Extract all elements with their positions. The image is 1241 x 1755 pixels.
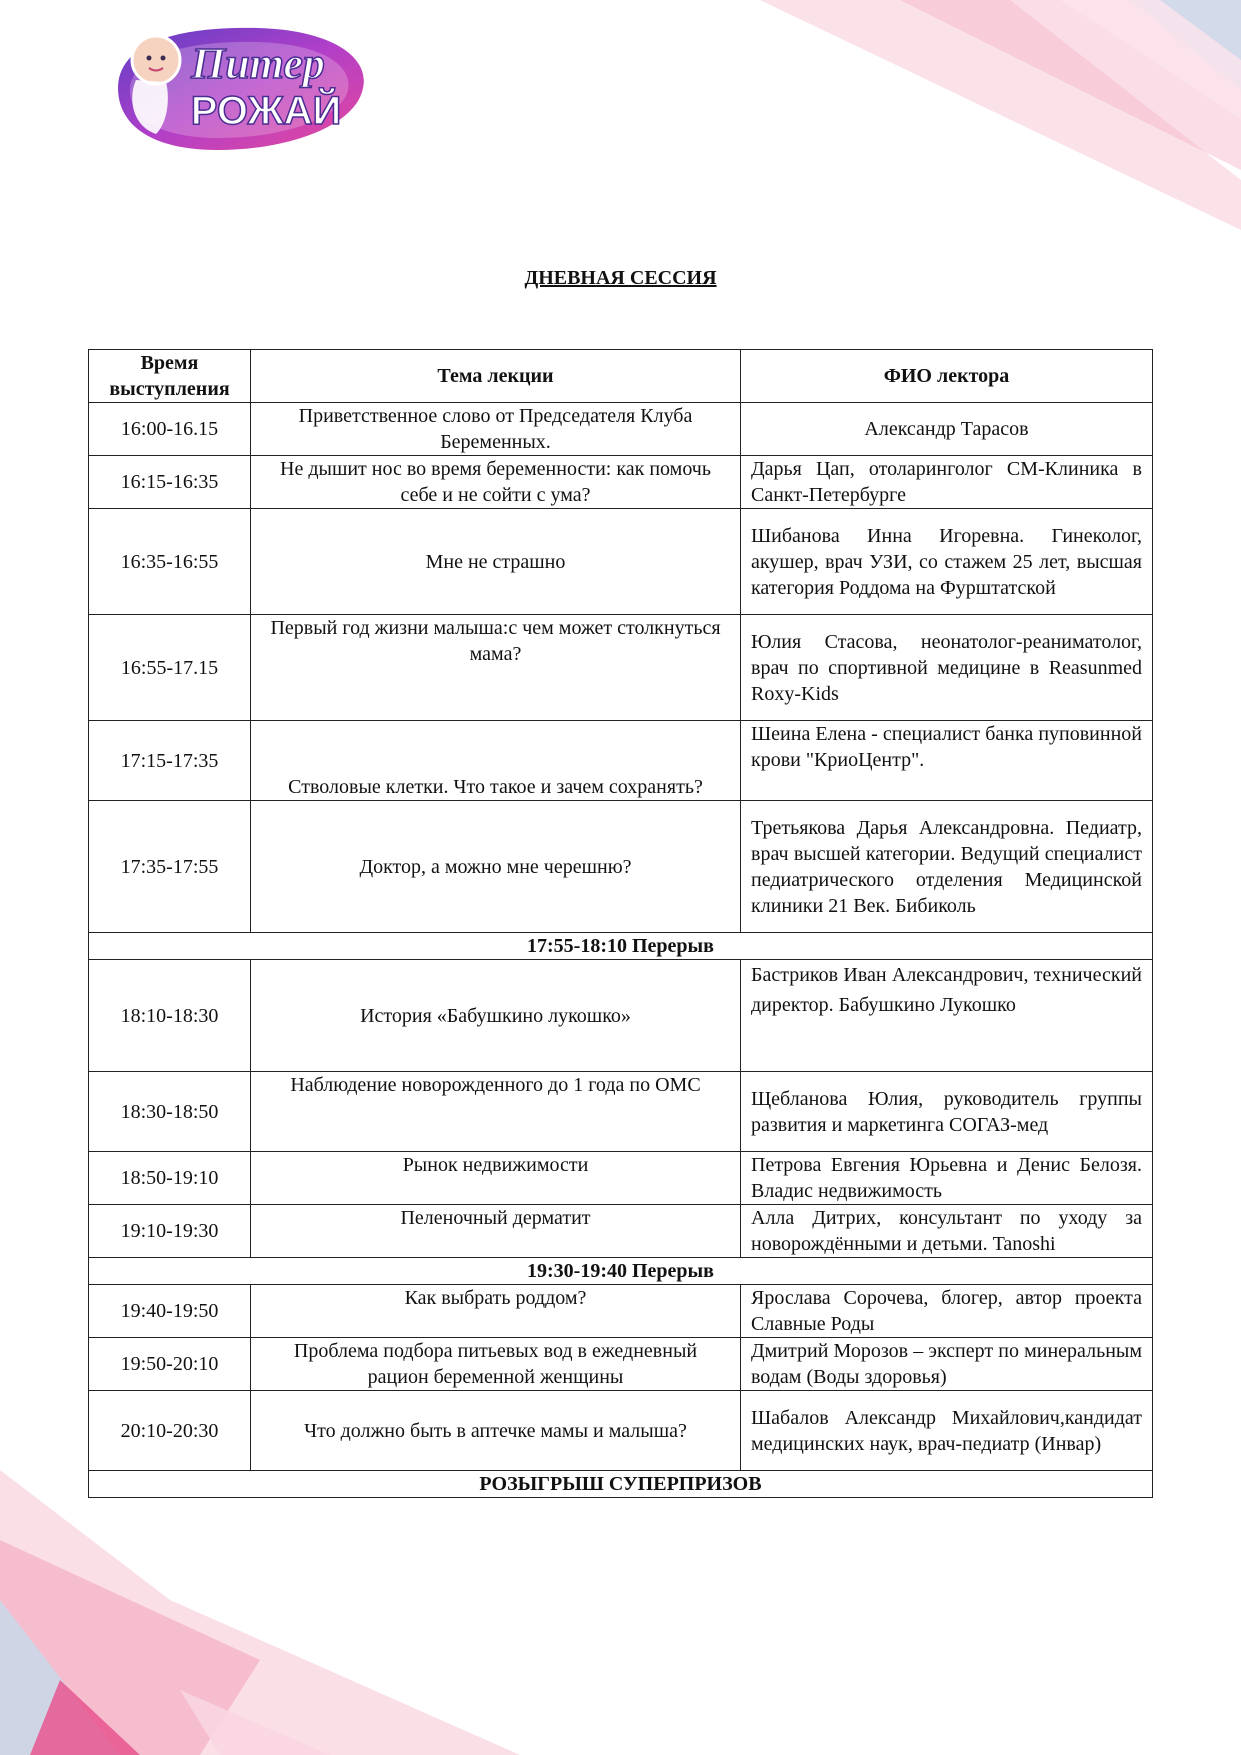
prize-draw-row	[89, 1471, 1153, 1498]
topic-cell: Приветственное слово от Председателя Клуба Беременных.	[251, 403, 741, 456]
time-cell: 20:10-20:30	[89, 1391, 251, 1471]
lecturer-cell: Ярослава Сорочева, блогер, автор проекта Славные Роды	[741, 1285, 1153, 1338]
topic-cell: Наблюдение новорожденного до 1 года по ОМС	[251, 1072, 741, 1152]
header-lecturer: ФИО лектора	[741, 350, 1153, 403]
time-cell: 18:30-18:50	[89, 1072, 251, 1152]
break-label: 17:55-18:10 Перерыв	[89, 933, 1153, 960]
topic-cell: Как выбрать роддом?	[251, 1285, 741, 1338]
topic-cell: Не дышит нос во время беременности: как помочь себе и не сойти с ума?	[251, 456, 741, 509]
time-cell: 19:10-19:30	[89, 1205, 251, 1258]
time-cell: 16:00-16.15	[89, 403, 251, 456]
time-cell: 19:50-20:10	[89, 1338, 251, 1391]
topic-cell: Проблема подбора питьевых вод в ежедневный рацион беременной женщины	[251, 1338, 741, 1391]
lecturer-cell: Алла Дитрих, консультант по уходу за новорождёнными и детьми. Tanoshi	[741, 1205, 1153, 1258]
topic-cell: Рынок недвижимости	[251, 1152, 741, 1205]
table-row	[89, 403, 1153, 456]
lecturer-cell: Щебланова Юлия, руководитель группы развития и маркетинга СОГАЗ-мед	[741, 1072, 1153, 1152]
table-row	[89, 1072, 1153, 1152]
topic-cell: Доктор, а можно мне черешню?	[251, 801, 741, 933]
lecturer-cell: Шабалов Александр Михайлович,кандидат медицинских наук, врач-педиатр (Инвар)	[741, 1391, 1153, 1471]
topic-cell: Мне не страшно	[251, 509, 741, 615]
table-row	[89, 509, 1153, 615]
topic-cell: Пеленочный дерматит	[251, 1205, 741, 1258]
lecturer-cell: Юлия Стасова, неонатолог-реаниматолог, врач по спортивной медицине в Reasunmed Roxy-Kids	[741, 615, 1153, 721]
lecturer-cell: Дмитрий Морозов – эксперт по минеральным водам (Воды здоровья)	[741, 1338, 1153, 1391]
lecturer-cell: Бастриков Иван Александрович, технический директор. Бабушкино Лукошко	[741, 960, 1153, 1072]
table-row	[89, 1205, 1153, 1258]
header-time: Время выступления	[89, 350, 251, 403]
time-cell: 18:50-19:10	[89, 1152, 251, 1205]
schedule-table	[88, 349, 1153, 1498]
break-row	[89, 1258, 1153, 1285]
time-cell: 16:35-16:55	[89, 509, 251, 615]
table-row	[89, 615, 1153, 721]
lecturer-cell: Шеина Елена - специалист банка пуповинной крови "КриоЦентр".	[741, 721, 1153, 801]
time-cell: 19:40-19:50	[89, 1285, 251, 1338]
lecturer-cell: Петрова Евгения Юрьевна и Денис Белозя. Владис недвижимость	[741, 1152, 1153, 1205]
time-cell: 18:10-18:30	[89, 960, 251, 1072]
table-row	[89, 960, 1153, 1072]
table-header-row	[89, 350, 1153, 403]
table-row	[89, 1152, 1153, 1205]
break-label: 19:30-19:40 Перерыв	[89, 1258, 1153, 1285]
table-row	[89, 1285, 1153, 1338]
lecturer-cell: Шибанова Инна Игоревна. Гинеколог, акушер, врач УЗИ, со стажем 25 лет, высшая категория Роддома на Фурштатской	[741, 509, 1153, 615]
time-cell: 16:15-16:35	[89, 456, 251, 509]
page-title: ДНЕВНАЯ СЕССИЯ	[524, 267, 717, 289]
logo-line1: Питер	[191, 39, 325, 88]
topic-cell: Стволовые клетки. Что такое и зачем сохранять?	[251, 721, 741, 801]
table-row	[89, 801, 1153, 933]
logo-line2: РОЖАЙ	[190, 89, 342, 133]
lecturer-cell: Дарья Цап, отоларинголог СМ-Клиника в Санкт-Петербурге	[741, 456, 1153, 509]
lecturer-cell: Третьякова Дарья Александровна. Педиатр, врач высшей категории. Ведущий специалист педиатрического отделения Медицинской клиники 21 Век. Бибиколь	[741, 801, 1153, 933]
logo	[108, 18, 378, 158]
topic-cell: Что должно быть в аптечке мамы и малыша?	[251, 1391, 741, 1471]
lecturer-cell: Александр Тарасов	[741, 403, 1153, 456]
table-row	[89, 456, 1153, 509]
table-row	[89, 1391, 1153, 1471]
time-cell: 17:15-17:35	[89, 721, 251, 801]
break-row	[89, 933, 1153, 960]
topic-cell: Первый год жизни малыша:с чем может столкнуться мама?	[251, 615, 741, 721]
topic-cell: История «Бабушкино лукошко»	[251, 960, 741, 1072]
table-row	[89, 1338, 1153, 1391]
table-row	[89, 721, 1153, 801]
time-cell: 16:55-17.15	[89, 615, 251, 721]
prize-draw-label: РОЗЫГРЫШ СУПЕРПРИЗОВ	[89, 1471, 1153, 1498]
time-cell: 17:35-17:55	[89, 801, 251, 933]
header-topic: Тема лекции	[251, 350, 741, 403]
